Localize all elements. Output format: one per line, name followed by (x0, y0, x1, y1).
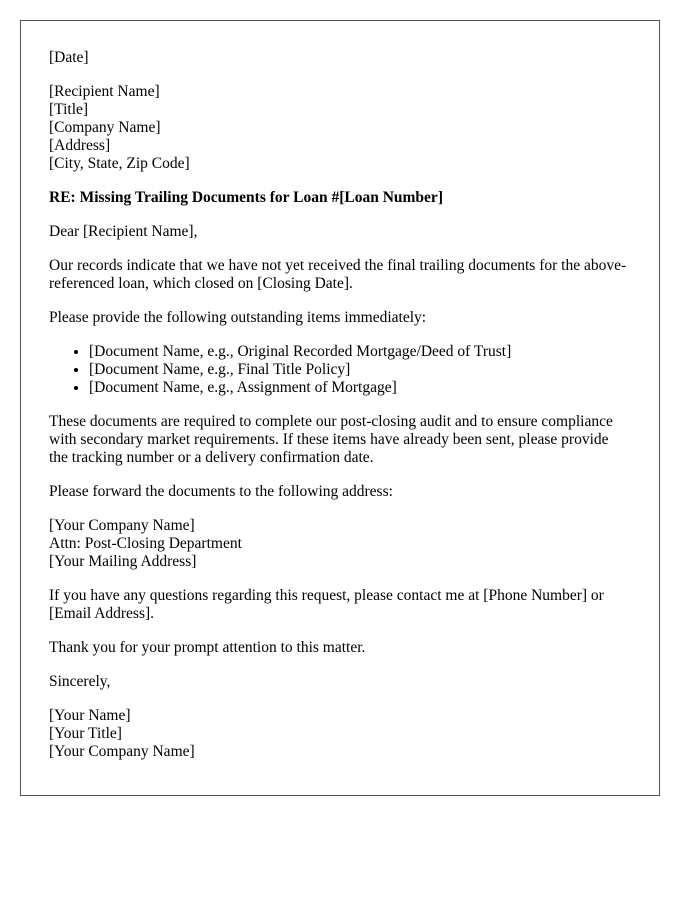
contact-paragraph: If you have any questions regarding this request, please contact me at [Phone Number] or [Email Address]. (49, 587, 604, 622)
closing: Sincerely, (49, 673, 111, 690)
compliance-paragraph: These documents are required to complete our post-closing audit and to ensure compliance with secondary market requirements. If these items have already been sent, please provide the tracking number or a delivery confirmation date. (49, 413, 613, 466)
list-item: • [Document Name, e.g., Final Title Policy] (89, 361, 631, 379)
intro-paragraph: Our records indicate that we have not yet received the final trailing documents for the above-referenced loan, which closed on [Closing Date]. (49, 257, 627, 292)
recipient-city-state-zip: [City, State, Zip Code] (49, 155, 190, 172)
signature-title: [Your Title] (49, 725, 122, 742)
signature-name: [Your Name] (49, 707, 131, 724)
list-item: • [Document Name, e.g., Original Recorded Mortgage/Deed of Trust] (89, 343, 631, 361)
salutation: Dear [Recipient Name], (49, 223, 198, 240)
letter-date: [Date] (49, 49, 89, 66)
request-paragraph: Please provide the following outstanding items immediately: (49, 309, 427, 326)
list-item: • [Document Name, e.g., Assignment of Mortgage] (89, 379, 631, 397)
recipient-company: [Company Name] (49, 119, 161, 136)
recipient-address-block (49, 83, 631, 173)
outstanding-items-list (49, 343, 631, 397)
signature-company: [Your Company Name] (49, 743, 195, 760)
forward-paragraph: Please forward the documents to the following address: (49, 483, 393, 500)
return-attn: Attn: Post-Closing Department (49, 535, 242, 552)
thanks-paragraph: Thank you for your prompt attention to this matter. (49, 639, 366, 656)
return-mailing-address: [Your Mailing Address] (49, 553, 197, 570)
recipient-name: [Recipient Name] (49, 83, 160, 100)
return-address-block (49, 517, 631, 571)
subject-line: RE: Missing Trailing Documents for Loan #[Loan Number] (49, 189, 443, 206)
signature-block (49, 707, 631, 761)
recipient-title: [Title] (49, 101, 89, 118)
recipient-address: [Address] (49, 137, 111, 154)
return-company: [Your Company Name] (49, 517, 195, 534)
letter-page (20, 20, 660, 796)
